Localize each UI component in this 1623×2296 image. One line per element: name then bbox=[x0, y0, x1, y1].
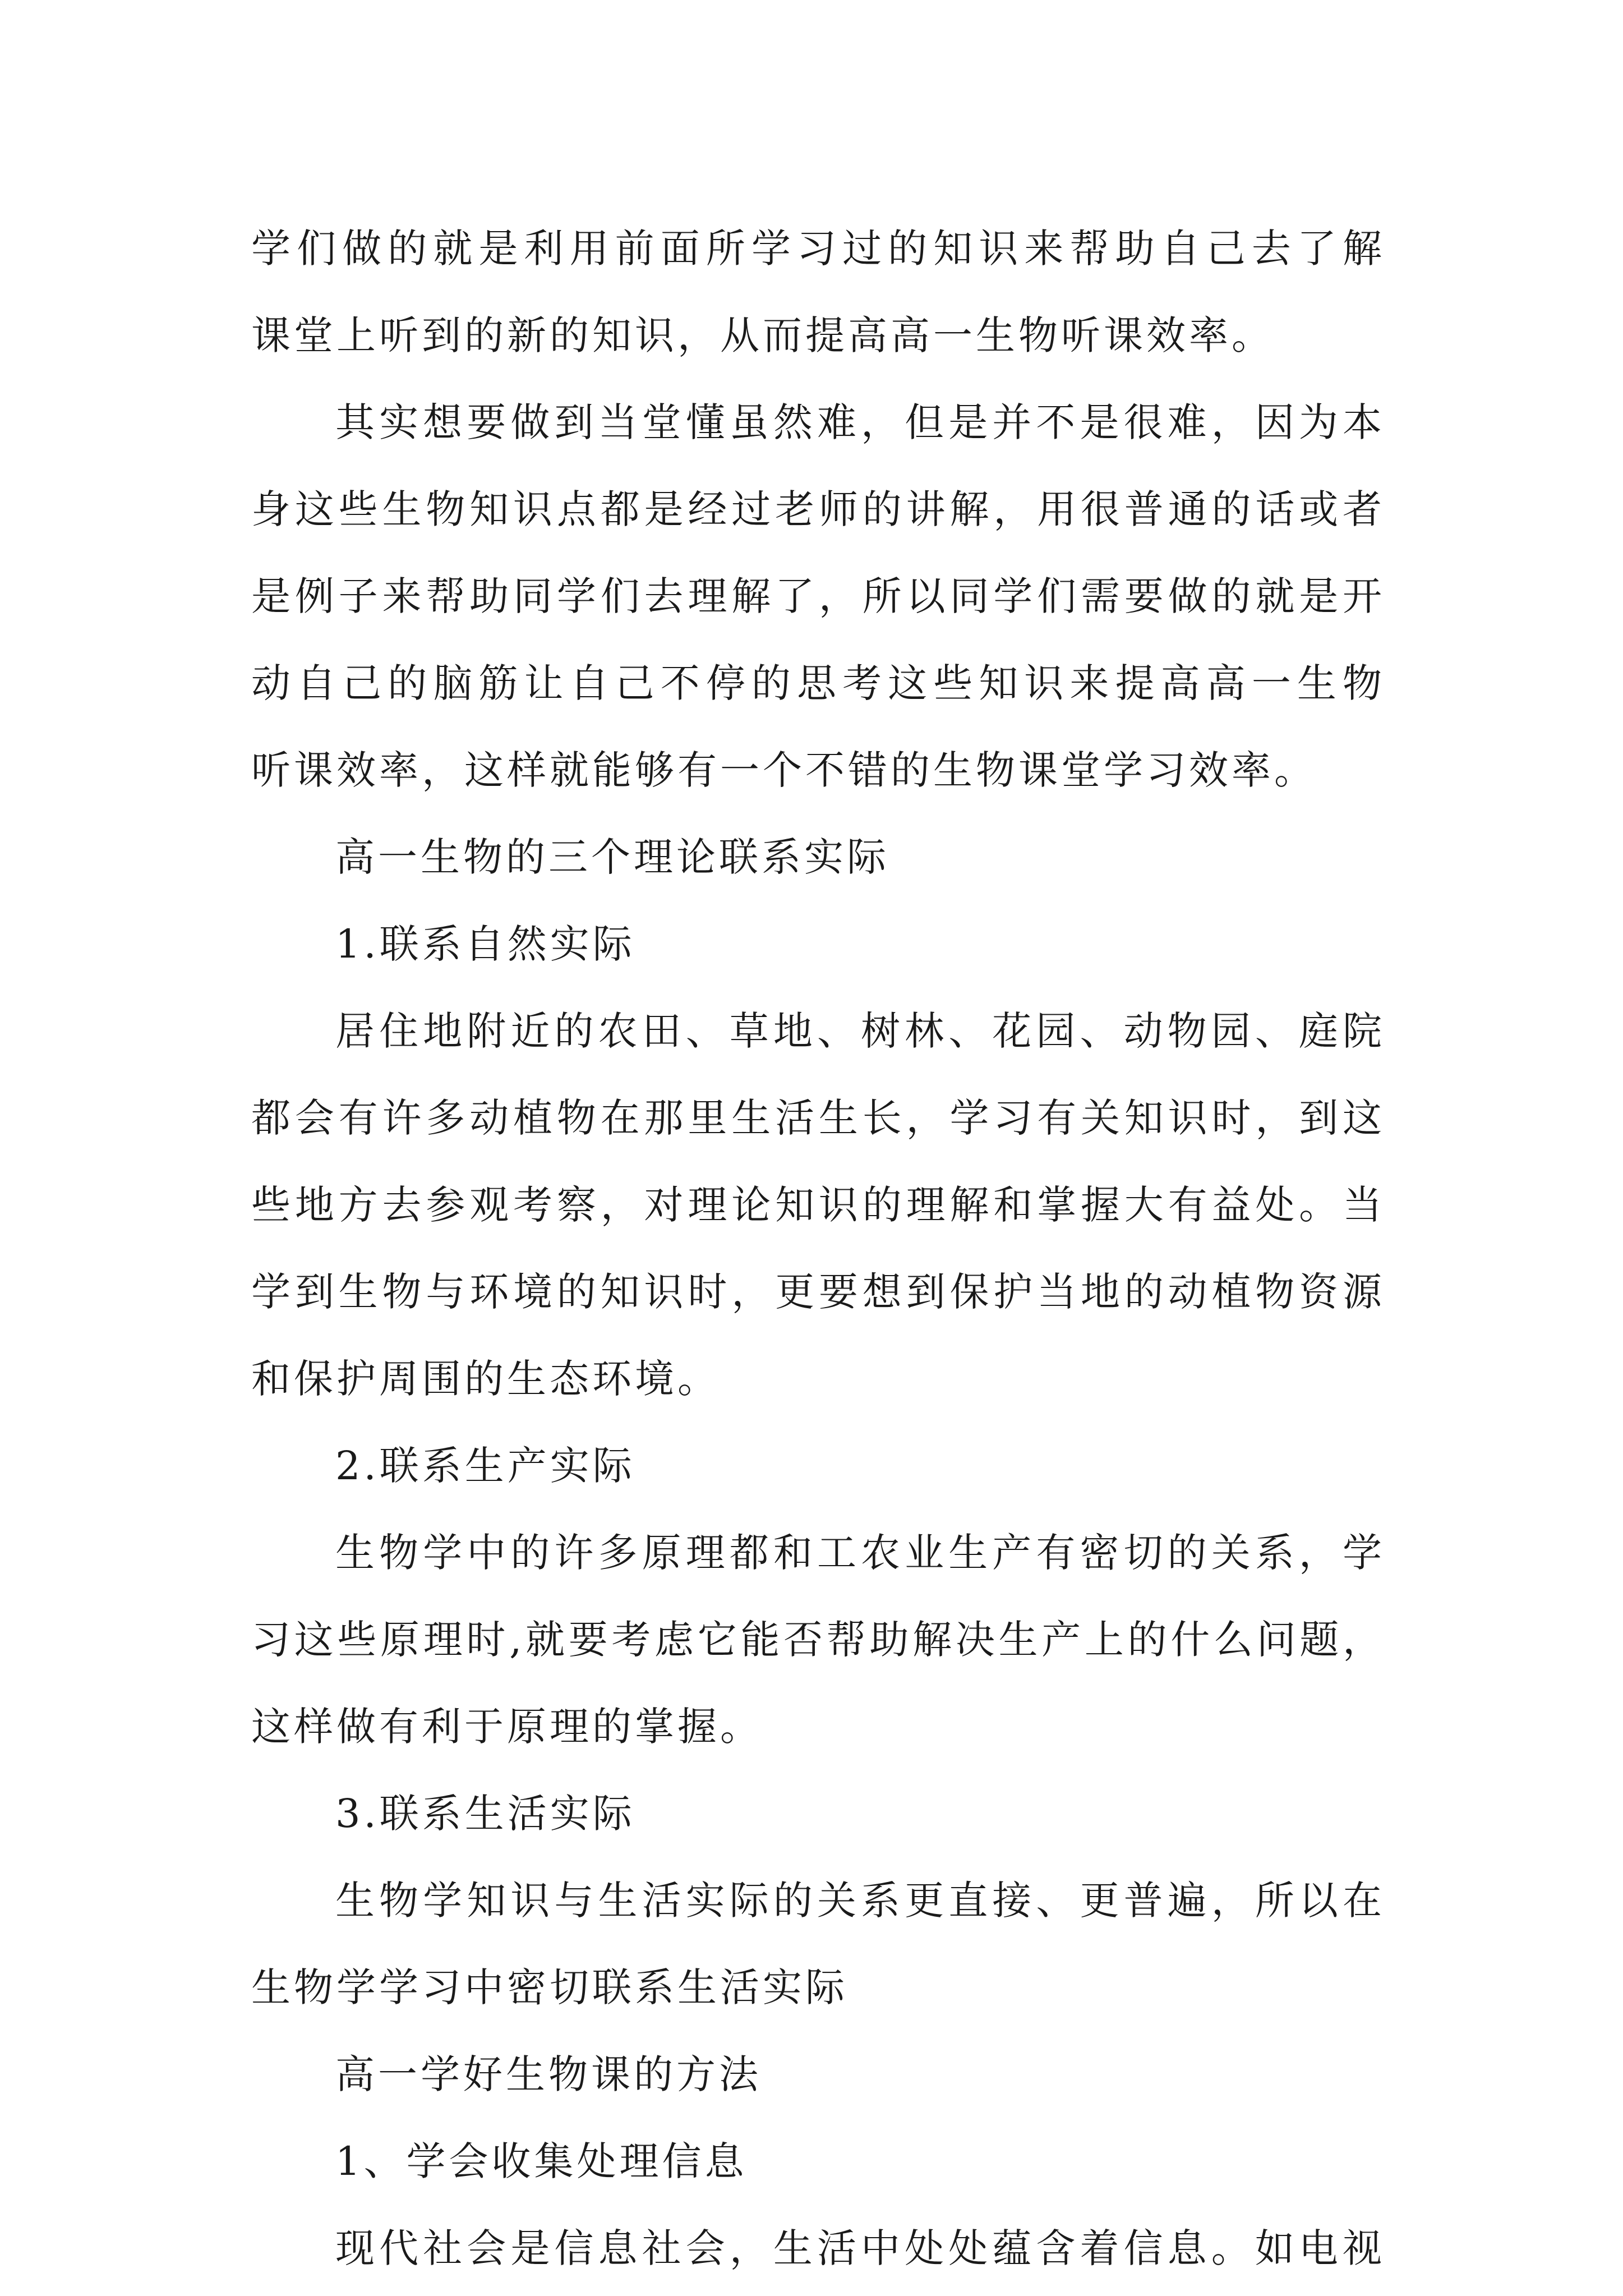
text-line: 学到生物与环境的知识时，更要想到保护当地的动植物资源 bbox=[251, 1269, 1382, 1315]
document-page bbox=[251, 205, 1382, 2292]
text-line: 课堂上听到的新的知识，从而提高高一生物听课效率。 bbox=[251, 312, 1274, 358]
text-line: 动自己的脑筋让自己不停的思考这些知识来提高高一生物 bbox=[251, 660, 1382, 706]
text-line: 听课效率，这样就能够有一个不错的生物课堂学习效率。 bbox=[251, 747, 1317, 793]
text-line: 习这些原理时,就要考虑它能否帮助解决生产上的什么问题， bbox=[251, 1617, 1382, 1663]
text-line: 些地方去参观考察，对理论知识的理解和掌握大有益处。当 bbox=[251, 1182, 1382, 1228]
text-line: 身这些生物知识点都是经过老师的讲解，用很普通的话或者 bbox=[251, 486, 1382, 532]
paragraph-start-line: 生物学知识与生活实际的关系更直接、更普遍，所以在 bbox=[335, 1878, 1382, 1924]
subsection-heading: 1、学会收集处理信息 bbox=[335, 2138, 748, 2184]
text-line: 是例子来帮助同学们去理解了，所以同学们需要做的就是开 bbox=[251, 573, 1382, 619]
text-line: 这样做有利于原理的掌握。 bbox=[251, 1704, 763, 1750]
subsection-heading: 1.联系自然实际 bbox=[335, 921, 635, 967]
text-line: 学们做的就是利用前面所学习过的知识来帮助自己去了解 bbox=[251, 226, 1382, 272]
subsection-heading: 3.联系生活实际 bbox=[335, 1791, 635, 1837]
section-heading: 高一生物的三个理论联系实际 bbox=[335, 834, 889, 880]
text-line: 生物学学习中密切联系生活实际 bbox=[251, 1964, 848, 2010]
paragraph-start-line: 居住地附近的农田、草地、树林、花园、动物园、庭院 bbox=[335, 1008, 1382, 1054]
section-heading: 高一学好生物课的方法 bbox=[335, 2051, 762, 2097]
paragraph-start-line: 其实想要做到当堂懂虽然难，但是并不是很难，因为本 bbox=[335, 399, 1382, 445]
text-line: 都会有许多动植物在那里生活生长，学习有关知识时，到这 bbox=[251, 1095, 1382, 1141]
text-line: 和保护周围的生态环境。 bbox=[251, 1356, 720, 1402]
subsection-heading: 2.联系生产实际 bbox=[335, 1443, 635, 1489]
paragraph-start-line: 现代社会是信息社会，生活中处处蕴含着信息。如电视 bbox=[335, 2225, 1382, 2271]
paragraph-start-line: 生物学中的许多原理都和工农业生产有密切的关系，学 bbox=[335, 1530, 1382, 1576]
